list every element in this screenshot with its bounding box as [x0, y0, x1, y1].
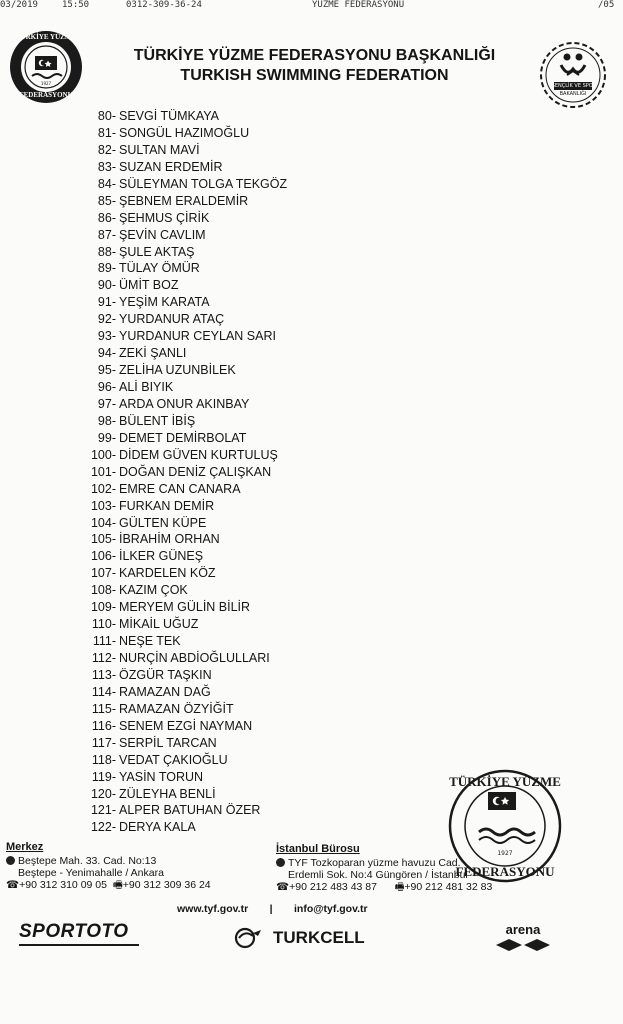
footer-istanbul — [276, 843, 492, 893]
list-item-number: 83- — [97, 159, 116, 174]
list-item-number: 111- — [92, 634, 116, 649]
list-item — [68, 328, 368, 345]
list-item — [68, 802, 368, 819]
list-item-number: 80- — [97, 109, 116, 123]
fax-number: 0312-309-36-24 — [126, 0, 202, 10]
list-item — [68, 447, 368, 464]
list-item-number: 86- — [97, 210, 116, 225]
istanbul-address-line2: Erdemli Sok. No:4 Güngören / İstanbul — [288, 869, 468, 881]
list-item-name: EMRE CAN CANARA — [119, 481, 241, 496]
list-item-number: 107- — [90, 566, 116, 581]
list-item-number: 101- — [90, 464, 116, 479]
list-item-number: 92- — [97, 312, 116, 327]
list-item-number: 102- — [90, 481, 116, 496]
list-item-name: ŞEHMUS ÇİRİK — [119, 210, 210, 225]
list-item-number: 119- — [91, 769, 116, 784]
fax-date: 03/2019 — [0, 0, 38, 10]
list-item-number: 110- — [91, 617, 116, 632]
list-item — [68, 735, 368, 752]
list-item-number: 120- — [90, 786, 116, 801]
list-item — [68, 227, 368, 244]
fax-sender: YUZME FEDERASYONU — [312, 0, 405, 10]
list-item — [68, 515, 368, 532]
list-item-number: 87- — [97, 227, 116, 242]
list-item — [68, 481, 368, 498]
list-item-number: 98- — [97, 413, 116, 428]
list-item-name: TÜLAY ÖMÜR — [119, 261, 200, 276]
list-item-name: BÜLENT İBİŞ — [119, 413, 196, 428]
list-item-name: SERPİL TARCAN — [119, 735, 217, 750]
location-pin-icon — [6, 856, 15, 865]
list-item — [68, 311, 368, 328]
list-item — [68, 244, 368, 261]
list-item-number: 121- — [90, 803, 116, 818]
list-item-number: 82- — [97, 142, 116, 157]
list-item-name: ŞULE AKTAŞ — [119, 244, 195, 259]
list-item-number: 89- — [97, 261, 116, 276]
contact-separator: | — [269, 903, 273, 915]
list-item-name: SONGÜL HAZIMOĞLU — [119, 125, 250, 140]
list-item-number: 103- — [90, 498, 116, 513]
stamp-top-text: TÜRKİYE YÜZME — [449, 774, 561, 789]
list-item — [68, 193, 368, 210]
list-item-name: ZEKİ ŞANLI — [119, 346, 187, 361]
list-item-name: NURÇİN ABDİOĞLULLARI — [119, 651, 270, 665]
list-item — [68, 379, 368, 396]
list-item-number: 117- — [91, 735, 116, 750]
list-item-number: 85- — [97, 193, 116, 208]
list-item-name: DİDEM GÜVEN KURTULUŞ — [119, 447, 278, 462]
list-item — [68, 718, 368, 735]
title-english: TURKISH SWIMMING FEDERATION — [180, 67, 449, 84]
list-item — [68, 430, 368, 447]
list-item — [68, 531, 368, 548]
list-item-name: DERYA KALA — [119, 820, 196, 835]
arena-diamond-icon — [492, 937, 554, 953]
turkcell-logo: TURKCELL — [233, 927, 365, 949]
website-link[interactable]: www.tyf.gov.tr — [177, 903, 249, 915]
stamp-year: 1927 — [497, 850, 513, 857]
list-item-number: 108- — [90, 583, 116, 598]
fax-time: 15:50 — [62, 0, 90, 10]
list-item-number: 94- — [97, 346, 116, 361]
list-item — [68, 362, 368, 379]
list-item — [68, 159, 368, 176]
list-item-name: ÜMİT BOZ — [119, 278, 179, 293]
list-item — [68, 413, 368, 430]
list-item-name: MERYEM GÜLİN BİLİR — [119, 600, 251, 615]
merkez-phone: +90 312 310 09 05 — [19, 879, 107, 891]
list-item — [68, 769, 368, 786]
fax-icon: 🖷 — [112, 879, 123, 891]
list-item-name: KARDELEN KÖZ — [119, 566, 216, 581]
list-item-number: 112- — [91, 651, 116, 665]
fax-page: /05 — [598, 0, 615, 10]
list-item-number: 96- — [97, 380, 116, 394]
istanbul-title: İstanbul Bürosu — [276, 843, 360, 855]
list-item — [68, 633, 368, 650]
list-item-number: 106- — [90, 549, 116, 564]
right-seal-top-text: GENÇLİK VE SPOR — [551, 83, 597, 89]
list-item — [68, 142, 368, 159]
list-item-name: DOĞAN DENİZ ÇALIŞKAN — [119, 464, 272, 479]
merkez-address-line1: Beştepe Mah. 33. Cad. No:13 — [18, 855, 157, 867]
list-item-number: 104- — [90, 515, 116, 530]
list-item — [68, 582, 368, 599]
fax-header — [0, 0, 623, 12]
merkez-title: Merkez — [6, 841, 44, 853]
list-item — [68, 210, 368, 227]
list-item — [68, 176, 368, 193]
list-item-name: RAMAZAN DAĞ — [119, 684, 211, 699]
list-item — [68, 565, 368, 582]
list-item-number: 93- — [97, 329, 116, 344]
list-item-number: 84- — [97, 176, 116, 191]
list-item-name: MİKAİL UĞUZ — [119, 617, 199, 632]
list-item — [68, 260, 368, 277]
list-item-number: 99- — [97, 430, 116, 445]
list-item-number: 95- — [97, 363, 116, 378]
list-item — [68, 125, 368, 142]
list-item-number: 105- — [90, 532, 116, 547]
list-item-name: RAMAZAN ÖZYİĞİT — [119, 701, 234, 716]
ministry-logo — [539, 41, 607, 109]
list-item-number: 91- — [97, 295, 116, 310]
list-item — [68, 464, 368, 481]
left-seal-year: 1927 — [40, 81, 52, 86]
left-seal-bottom-text: FEDERASYONU — [19, 91, 73, 99]
list-item-number: 97- — [97, 396, 116, 411]
list-item-name: DEMET DEMİRBOLAT — [119, 430, 247, 445]
list-item-name: KAZIM ÇOK — [119, 583, 188, 598]
list-item — [68, 819, 368, 836]
list-item-name: ZÜLEYHA BENLİ — [119, 786, 216, 801]
stamp-bottom-text: FEDERASYONU — [455, 864, 555, 879]
list-item-name: VEDAT ÇAKIOĞLU — [119, 752, 228, 767]
istanbul-fax: +90 212 481 32 83 — [404, 881, 493, 893]
istanbul-address-line1: TYF Tozkoparan yüzme havuzu Cad. — [288, 857, 461, 869]
phone-icon: ☎ — [6, 879, 20, 891]
list-item-name: SEVGİ TÜMKAYA — [119, 109, 220, 123]
list-item — [68, 498, 368, 515]
list-item-name: FURKAN DEMİR — [119, 498, 215, 513]
email-link[interactable]: info@tyf.gov.tr — [294, 903, 368, 915]
list-item-number: 109- — [90, 600, 116, 615]
list-item — [68, 345, 368, 362]
list-item-number: 88- — [97, 244, 116, 259]
list-item — [68, 701, 368, 718]
list-item-name: SUZAN ERDEMİR — [119, 159, 223, 174]
list-item-name: ZELİHA UZUNBİLEK — [119, 363, 236, 378]
list-item-number: 100- — [90, 447, 116, 462]
list-item-number: 114- — [91, 684, 116, 699]
list-item-number: 122- — [90, 820, 116, 835]
list-item-name: İBRAHİM ORHAN — [119, 532, 220, 547]
list-item-name: ŞEBNEM ERALDEMİR — [119, 193, 249, 208]
list-item-name: NEŞE TEK — [119, 634, 181, 649]
merkez-address-line2: Beştepe - Yenimahalle / Ankara — [18, 867, 164, 879]
list-item-name: YEŞİM KARATA — [119, 295, 210, 310]
list-item-name: SULTAN MAVİ — [119, 142, 200, 157]
list-item-name: ALPER BATUHAN ÖZER — [119, 803, 261, 818]
list-item-number: 115- — [91, 701, 116, 716]
list-item — [68, 277, 368, 294]
title-turkish: TÜRKİYE YÜZME FEDERASYONU BAŞKANLIĞI — [133, 47, 496, 64]
list-item — [68, 650, 368, 667]
participant-list — [68, 108, 368, 836]
list-item — [68, 752, 368, 769]
list-item-number: 113- — [91, 667, 116, 682]
list-item — [68, 396, 368, 413]
federation-logo — [8, 29, 84, 105]
list-item — [68, 108, 368, 125]
list-item — [68, 667, 368, 684]
list-item-name: ŞEVİN CAVLIM — [119, 227, 206, 242]
merkez-fax: +90 312 309 36 24 — [122, 879, 211, 891]
list-item — [68, 599, 368, 616]
fax-icon: 🖷 — [394, 881, 405, 893]
list-item — [68, 548, 368, 565]
list-item — [68, 786, 368, 803]
list-item-name: İLKER GÜNEŞ — [119, 549, 204, 564]
list-item-name: ALİ BIYIK — [119, 380, 174, 394]
list-item — [68, 294, 368, 311]
letterhead-title — [112, 46, 517, 86]
arena-logo: arena — [492, 923, 554, 957]
list-item — [68, 616, 368, 633]
list-item-number: 90- — [97, 278, 116, 293]
right-seal-bottom-text: BAKANLIĞI — [559, 91, 587, 97]
list-item-name: ÖZGÜR TAŞKIN — [119, 667, 212, 682]
turkcell-icon — [233, 927, 267, 949]
footer-contact — [177, 903, 368, 915]
list-item-name: SÜLEYMAN TOLGA TEKGÖZ — [119, 176, 288, 191]
location-pin-icon — [276, 858, 285, 867]
istanbul-phone: +90 212 483 43 87 — [289, 881, 377, 893]
list-item-name: SENEM EZGİ NAYMAN — [119, 718, 253, 733]
list-item-name: YURDANUR CEYLAN SARI — [119, 329, 276, 344]
left-seal-top-text: TÜRKİYE YÜZME — [15, 33, 77, 41]
list-item-name: YURDANUR ATAÇ — [119, 312, 225, 327]
list-item-number: 81- — [97, 125, 116, 140]
list-item — [68, 684, 368, 701]
list-item-name: YASİN TORUN — [119, 769, 204, 784]
footer-merkez — [6, 841, 211, 891]
phone-icon: ☎ — [276, 881, 290, 893]
list-item-number: 118- — [91, 752, 116, 767]
sportoto-logo: SPORTOTO — [19, 921, 139, 946]
list-item-name: GÜLTEN KÜPE — [119, 515, 207, 530]
list-item-name: ARDA ONUR AKINBAY — [119, 396, 250, 411]
list-item-number: 116- — [91, 718, 116, 733]
